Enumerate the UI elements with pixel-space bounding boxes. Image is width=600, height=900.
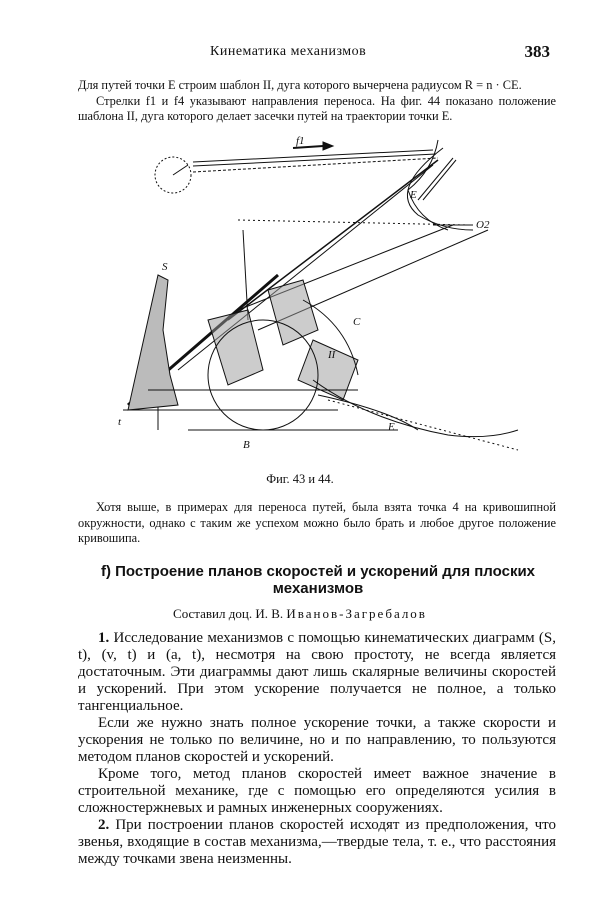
figure-caption: Фиг. 43 и 44. bbox=[266, 472, 334, 486]
link-e-c bbox=[418, 158, 453, 200]
body-paragraph-1: 1. Исследование механизмов с помощью кинематических диаграмм (S, t), (v, t) и (a, t), несмотря на свою простоту, не всегда является достаточным. Эти диаграммы дают лишь скалярные величины скоростей и ускорений. При этом ускорение получается не полное, а только тангенциальное. bbox=[78, 630, 556, 714]
section-heading bbox=[88, 563, 548, 597]
figure-43-44 bbox=[88, 130, 538, 460]
mechanism-diagram bbox=[88, 130, 538, 460]
page-number: 383 bbox=[524, 42, 550, 61]
label-t: t bbox=[118, 416, 122, 428]
label-s: S bbox=[162, 261, 168, 273]
body-paragraph-3: Кроме того, метод планов скоростей имеет важное значение в строительной механике, где с помощью его определяются усилия в сложностержневых и рамных инженерных сооружениях. bbox=[78, 766, 556, 816]
author-name: Иванов-Загребалов bbox=[286, 606, 427, 621]
paragraph-number-2: 2. bbox=[98, 817, 110, 833]
trajectory-curve-e bbox=[407, 148, 473, 230]
paragraph-number-1: 1. bbox=[98, 630, 110, 646]
arrow-f1-head bbox=[323, 142, 333, 150]
arc-lower bbox=[318, 395, 418, 430]
author-prefix: Составил доц. И. В. bbox=[173, 606, 284, 621]
author-line bbox=[0, 606, 600, 622]
label-c: C bbox=[353, 316, 361, 328]
link-e-c-2 bbox=[423, 160, 456, 200]
running-head bbox=[80, 44, 550, 64]
trajectory-arc-right bbox=[408, 140, 448, 230]
section-heading-line-1: f) Построение планов скоростей и ускорений для плоских bbox=[100, 563, 536, 580]
section-heading-line-2: механизмов bbox=[272, 580, 364, 597]
label-o2: O2 bbox=[476, 219, 490, 231]
intro-text bbox=[78, 78, 556, 125]
label-e-lower: E bbox=[388, 421, 395, 433]
after-figure-paragraph: Хотя выше, в примерах для переноса путей, была взята точка 4 на кривошипной окружности, однако с таким же успехом можно было брать и любое другое положение кривошипа. bbox=[78, 500, 556, 545]
label-b: B bbox=[243, 439, 250, 451]
body-paragraph-4: 2. При построении планов скоростей исходят из предположения, что звенья, входящие в состав механизма,—твердые тела, т. е., что расстояния между точками звена неизменны. bbox=[78, 817, 557, 867]
label-ii: II bbox=[328, 349, 336, 361]
dotted-line-1 bbox=[328, 400, 518, 450]
body-paragraph-2: Если же нужно знать полное ускорение точки, а также скорости и ускорения не только по величине, но и по направлению, то пользуются методом планов скоростей и ускорений. bbox=[78, 715, 556, 765]
intro-paragraph-2: Стрелки f1 и f4 указывают направления переноса. На фиг. 44 показано положение шаблона II, дуга которого делает засечки путей на траектории точки E. bbox=[78, 93, 556, 123]
label-f1: f1 bbox=[296, 135, 305, 147]
intro-paragraph-1: Для путей точки E строим шаблон II, дуга которого вычерчена радиусом R = n · CE. bbox=[78, 78, 522, 92]
label-e: E bbox=[410, 189, 417, 201]
running-title: Кинематика механизмов bbox=[210, 44, 367, 59]
diagonal-long-1 bbox=[228, 160, 438, 320]
crank-arm bbox=[173, 165, 188, 175]
after-figure-text bbox=[78, 500, 556, 547]
hatched-template-1 bbox=[208, 310, 263, 385]
hatched-template-2 bbox=[268, 280, 318, 345]
body-text bbox=[78, 630, 556, 868]
